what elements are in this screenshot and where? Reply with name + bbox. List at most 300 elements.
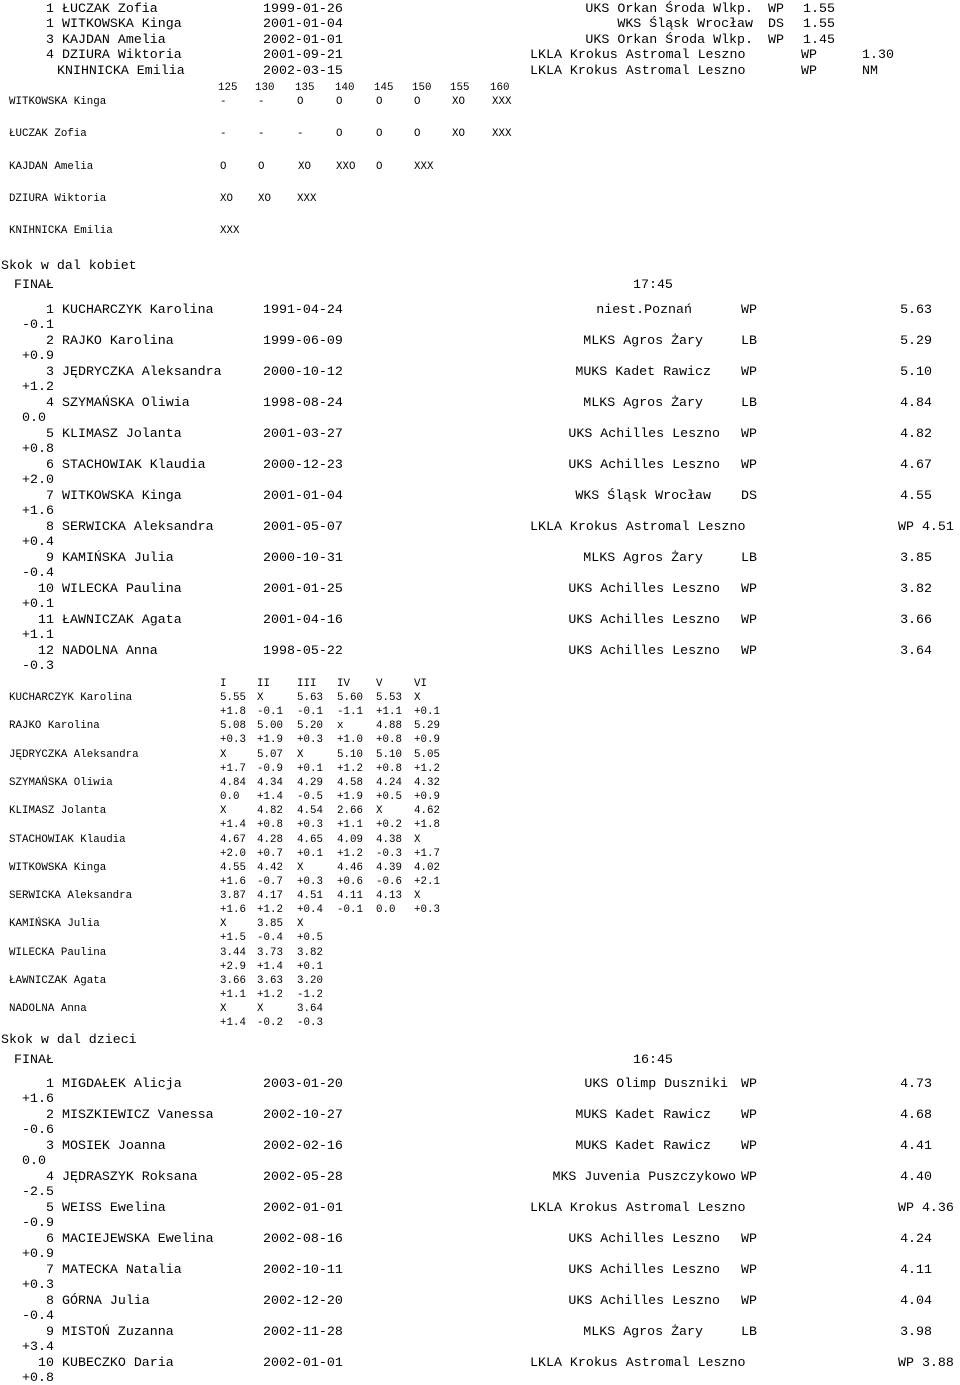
- birth-date: 1998-05-22: [263, 643, 343, 658]
- region-code: WP: [741, 302, 757, 317]
- jump-value: 4.51: [297, 890, 323, 903]
- jump-value: X: [297, 918, 304, 931]
- wind-value: +1.7: [414, 847, 440, 860]
- jump-value: 5.07: [257, 748, 283, 761]
- jump-value: 4.58: [337, 776, 363, 789]
- wind-value: +1.0: [337, 734, 363, 747]
- birth-date: 1999-01-26: [263, 1, 343, 16]
- wind-value: +0.4: [22, 534, 54, 549]
- region-code: WP: [801, 47, 817, 62]
- athlete-name: KAMIŃSKA Julia: [9, 918, 100, 931]
- wind-value: +0.9: [414, 790, 440, 803]
- birth-date: 2003-01-20: [263, 1076, 343, 1091]
- wind-value: +1.7: [220, 762, 246, 775]
- height-header: 155: [450, 82, 470, 94]
- attempt-result: XXX: [492, 96, 512, 108]
- jump-value: 4.17: [257, 890, 283, 903]
- result-mark: 4.11: [900, 1262, 932, 1277]
- attempt-result: O: [376, 128, 383, 140]
- club-name: MLKS Agros Żary: [583, 395, 703, 410]
- wind-value: +1.4: [257, 790, 283, 803]
- athlete-name: KAMIŃSKA Julia: [62, 550, 174, 565]
- wind-value: +0.3: [297, 734, 323, 747]
- birth-date: 2002-03-15: [263, 63, 343, 78]
- event-title: Skok w dal dzieci: [1, 1032, 137, 1047]
- attempt-result: -: [297, 128, 304, 140]
- wind-value: +2.9: [220, 960, 246, 973]
- series-header: III: [297, 678, 317, 690]
- wind-value: -0.9: [257, 762, 283, 775]
- birth-date: 2002-12-20: [263, 1293, 343, 1308]
- region-code: LB: [741, 333, 757, 348]
- wind-value: +2.0: [22, 472, 54, 487]
- region-code: WP: [741, 426, 757, 441]
- jump-value: 4.34: [257, 776, 283, 789]
- wind-value: +0.9: [22, 348, 54, 363]
- wind-value: +0.5: [376, 790, 402, 803]
- result-mark: 5.29: [900, 333, 932, 348]
- wind-value: +1.4: [220, 1017, 246, 1030]
- wind-value: +1.9: [257, 734, 283, 747]
- jump-value: X: [297, 861, 304, 874]
- club-name: MKS Juvenia Puszczykowo: [552, 1169, 736, 1184]
- wind-value: +0.8: [22, 1370, 54, 1385]
- wind-value: +2.0: [220, 847, 246, 860]
- series-header: V: [376, 678, 383, 690]
- jump-value: X: [257, 1003, 264, 1016]
- athlete-name: ŁAWNICZAK Agata: [9, 975, 107, 987]
- wind-value: -0.4: [22, 565, 54, 580]
- wind-value: +0.7: [257, 847, 283, 860]
- jump-value: X: [414, 692, 421, 704]
- attempt-result: XXX: [297, 193, 317, 205]
- club-name: LKLA Krokus Astromal Leszno: [530, 1200, 746, 1215]
- wind-value: -0.9: [22, 1215, 54, 1230]
- wind-value: +0.8: [376, 734, 402, 747]
- series-header: VI: [414, 678, 427, 690]
- wind-value: +1.1: [337, 819, 363, 832]
- result-mark: 3.82: [900, 581, 932, 596]
- attempt-result: O: [414, 128, 421, 140]
- place-number: 10: [38, 1355, 54, 1370]
- athlete-name: SERWICKA Aleksandra: [9, 890, 133, 903]
- wind-value: +1.1: [376, 706, 402, 718]
- result-mark: 4.40: [900, 1169, 932, 1184]
- region-code: WP: [741, 1076, 757, 1091]
- jump-value: X: [414, 833, 421, 846]
- region-code: WP: [741, 1293, 757, 1308]
- club-name: MLKS Agros Żary: [583, 550, 703, 565]
- wind-value: +1.5: [220, 932, 246, 945]
- region-code: WP: [768, 32, 784, 47]
- wind-value: +0.3: [220, 734, 246, 747]
- height-header: 145: [374, 82, 394, 94]
- region-code: WP: [741, 1231, 757, 1246]
- wind-value: +0.1: [297, 960, 323, 973]
- athlete-name: MIGDAŁEK Alicja: [62, 1076, 182, 1091]
- birth-date: 2000-12-23: [263, 457, 343, 472]
- jump-value: 3.85: [257, 918, 283, 931]
- athlete-name: WEISS Ewelina: [62, 1200, 166, 1215]
- region-code: DS: [741, 488, 757, 503]
- jump-value: 4.28: [257, 833, 283, 846]
- result-mark: 5.63: [900, 302, 932, 317]
- place-number: 4: [46, 47, 54, 62]
- jump-value: 4.39: [376, 861, 402, 874]
- start-time: 17:45: [633, 277, 673, 292]
- result-mark: 4.68: [900, 1107, 932, 1122]
- place-number: 9: [46, 550, 54, 565]
- region-code: LB: [741, 550, 757, 565]
- athlete-name: MISZKIEWICZ Vanessa: [62, 1107, 214, 1122]
- result-mark: 4.41: [900, 1138, 932, 1153]
- attempt-result: O: [414, 96, 421, 108]
- jump-value: 4.09: [337, 833, 363, 846]
- athlete-name: DZIURA Wiktoria: [62, 47, 182, 62]
- attempt-result: O: [258, 161, 265, 173]
- birth-date: 1999-06-09: [263, 333, 343, 348]
- jump-value: 5.05: [414, 748, 440, 761]
- result-mark: WP 3.88: [898, 1355, 954, 1370]
- stage-label: FINAŁ: [14, 277, 54, 292]
- jump-value: 5.55: [220, 692, 246, 704]
- region-code: LB: [741, 395, 757, 410]
- region-code: WP: [741, 612, 757, 627]
- jump-value: 3.63: [257, 975, 283, 987]
- result-mark: 1.55: [803, 1, 835, 16]
- birth-date: 2002-10-27: [263, 1107, 343, 1122]
- jump-value: 4.67: [220, 833, 246, 846]
- jump-value: 4.13: [376, 890, 402, 903]
- athlete-name: JĘDRASZYK Roksana: [62, 1169, 198, 1184]
- athlete-name: MOSIEK Joanna: [62, 1138, 166, 1153]
- attempt-result: O: [376, 96, 383, 108]
- jump-value: 3.73: [257, 946, 283, 959]
- region-code: WP: [768, 1, 784, 16]
- jump-value: 3.66: [220, 975, 246, 987]
- height-header: 160: [490, 82, 510, 94]
- wind-value: +1.2: [337, 847, 363, 860]
- wind-value: +0.3: [414, 904, 440, 917]
- place-number: 1: [46, 302, 54, 317]
- jump-value: 5.53: [376, 692, 402, 704]
- height-header: 125: [218, 82, 238, 94]
- athlete-name: SZYMAŃSKA Oliwia: [9, 776, 113, 789]
- attempt-result: XXX: [220, 225, 240, 237]
- jump-value: 4.11: [337, 890, 363, 903]
- athlete-name: DZIURA Wiktoria: [9, 193, 107, 205]
- wind-value: +0.6: [337, 875, 363, 888]
- jump-value: 4.65: [297, 833, 323, 846]
- place-number: 1: [46, 1076, 54, 1091]
- wind-value: +0.8: [376, 762, 402, 775]
- result-mark: 4.04: [900, 1293, 932, 1308]
- region-code: WP: [741, 1138, 757, 1153]
- club-name: WKS Śląsk Wrocław: [575, 488, 711, 503]
- stage-label: FINAŁ: [14, 1052, 54, 1067]
- result-mark: 4.55: [900, 488, 932, 503]
- birth-date: 2000-10-31: [263, 550, 343, 565]
- club-name: UKS Olimp Duszniki: [584, 1076, 728, 1091]
- athlete-name: MATECKA Natalia: [62, 1262, 182, 1277]
- athlete-name: STACHOWIAK Klaudia: [62, 457, 206, 472]
- place-number: 10: [38, 581, 54, 596]
- athlete-name: ŁUCZAK Zofia: [9, 128, 87, 140]
- club-name: MUKS Kadet Rawicz: [575, 364, 711, 379]
- region-code: LB: [741, 1324, 757, 1339]
- wind-value: +0.9: [22, 1246, 54, 1261]
- jump-value: x: [337, 720, 344, 733]
- wind-value: +1.2: [414, 762, 440, 775]
- attempt-result: XXX: [492, 128, 512, 140]
- athlete-name: KNIHNICKA Emilia: [9, 225, 113, 237]
- birth-date: 2001-01-04: [263, 488, 343, 503]
- jump-value: 5.08: [220, 720, 246, 733]
- jump-value: 5.60: [337, 692, 363, 704]
- attempt-result: -: [220, 128, 227, 140]
- attempt-result: XO: [298, 161, 311, 173]
- wind-value: -0.3: [376, 847, 402, 860]
- result-mark: 1.30: [862, 47, 894, 62]
- jump-value: 3.64: [297, 1003, 323, 1016]
- wind-value: +0.4: [297, 904, 323, 917]
- event-title: Skok w dal kobiet: [1, 258, 137, 273]
- club-name: WKS Śląsk Wrocław: [617, 16, 753, 31]
- wind-value: -0.1: [337, 904, 363, 917]
- wind-value: +1.2: [257, 904, 283, 917]
- result-mark: 4.82: [900, 426, 932, 441]
- athlete-name: MACIEJEWSKA Ewelina: [62, 1231, 214, 1246]
- club-name: niest.Poznań: [596, 302, 692, 317]
- wind-value: 0.0: [22, 410, 46, 425]
- wind-value: -0.6: [376, 875, 402, 888]
- wind-value: -0.2: [257, 1017, 283, 1030]
- wind-value: -0.3: [297, 1017, 323, 1030]
- start-time: 16:45: [633, 1052, 673, 1067]
- athlete-name: NADOLNA Anna: [62, 643, 158, 658]
- athlete-name: KLIMASZ Jolanta: [9, 805, 107, 818]
- wind-value: +0.8: [22, 441, 54, 456]
- jump-value: X: [376, 805, 383, 818]
- place-number: 3: [46, 364, 54, 379]
- place-number: 5: [46, 426, 54, 441]
- place-number: 3: [46, 1138, 54, 1153]
- athlete-name: NADOLNA Anna: [9, 1003, 87, 1016]
- wind-value: +0.8: [257, 819, 283, 832]
- wind-value: 0.0: [376, 904, 396, 917]
- wind-value: -0.4: [257, 932, 283, 945]
- athlete-name: JĘDRYCZKA Aleksandra: [9, 748, 139, 761]
- birth-date: 2002-08-16: [263, 1231, 343, 1246]
- series-header: II: [257, 678, 270, 690]
- wind-value: +1.2: [22, 379, 54, 394]
- wind-value: +0.5: [297, 932, 323, 945]
- attempt-result: XXO: [336, 161, 356, 173]
- jump-value: 3.20: [297, 975, 323, 987]
- place-number: 2: [46, 1107, 54, 1122]
- athlete-name: ŁAWNICZAK Agata: [62, 612, 182, 627]
- athlete-name: WITKOWSKA Kinga: [62, 16, 182, 31]
- place-number: 8: [46, 519, 54, 534]
- result-mark: 4.84: [900, 395, 932, 410]
- jump-value: 4.32: [414, 776, 440, 789]
- birth-date: 2002-11-28: [263, 1324, 343, 1339]
- athlete-name: KUCHARCZYK Karolina: [9, 692, 133, 704]
- attempt-result: -: [258, 96, 265, 108]
- club-name: UKS Orkan Środa Wlkp.: [585, 32, 753, 47]
- region-code: DS: [768, 16, 784, 31]
- club-name: UKS Achilles Leszno: [568, 426, 720, 441]
- result-mark: 3.64: [900, 643, 932, 658]
- jump-value: 4.02: [414, 861, 440, 874]
- birth-date: 2001-09-21: [263, 47, 343, 62]
- jump-value: 5.10: [376, 748, 402, 761]
- place-number: 4: [46, 1169, 54, 1184]
- wind-value: +0.3: [297, 819, 323, 832]
- place-number: 1: [46, 1, 54, 16]
- athlete-name: MISTOŃ Zuzanna: [62, 1324, 174, 1339]
- birth-date: 2001-01-25: [263, 581, 343, 596]
- birth-date: 1998-08-24: [263, 395, 343, 410]
- club-name: MUKS Kadet Rawicz: [575, 1107, 711, 1122]
- athlete-name: KUBECZKO Daria: [62, 1355, 174, 1370]
- attempt-result: XO: [452, 128, 465, 140]
- athlete-name: WITKOWSKA Kinga: [62, 488, 182, 503]
- athlete-name: RAJKO Karolina: [62, 333, 174, 348]
- club-name: MLKS Agros Żary: [583, 333, 703, 348]
- attempt-result: O: [376, 161, 383, 173]
- wind-value: +0.1: [22, 596, 54, 611]
- height-header: 150: [412, 82, 432, 94]
- birth-date: 2002-02-16: [263, 1138, 343, 1153]
- place-number: 6: [46, 457, 54, 472]
- region-code: WP: [741, 457, 757, 472]
- jump-value: X: [220, 1003, 227, 1016]
- place-number: 12: [38, 643, 54, 658]
- region-code: WP: [741, 1107, 757, 1122]
- athlete-name: KNIHNICKA Emilia: [57, 63, 185, 78]
- jump-value: 4.88: [376, 720, 402, 733]
- club-name: MLKS Agros Żary: [583, 1324, 703, 1339]
- jump-value: X: [220, 805, 227, 818]
- jump-value: 4.38: [376, 833, 402, 846]
- region-code: WP: [741, 643, 757, 658]
- jump-value: 4.55: [220, 861, 246, 874]
- jump-value: 5.00: [257, 720, 283, 733]
- wind-value: 0.0: [22, 1153, 46, 1168]
- wind-value: -2.5: [22, 1184, 54, 1199]
- jump-value: 5.63: [297, 692, 323, 704]
- wind-value: +1.1: [220, 989, 246, 1001]
- wind-value: +0.1: [297, 847, 323, 860]
- region-code: WP: [741, 1262, 757, 1277]
- jump-value: 4.84: [220, 776, 246, 789]
- wind-value: -0.5: [297, 790, 323, 803]
- club-name: LKLA Krokus Astromal Leszno: [530, 47, 746, 62]
- birth-date: 2002-05-28: [263, 1169, 343, 1184]
- birth-date: 2001-01-04: [263, 16, 343, 31]
- wind-value: -1.1: [337, 706, 363, 718]
- wind-value: -1.2: [297, 989, 323, 1001]
- athlete-name: KAJDAN Amelia: [9, 161, 94, 173]
- jump-value: X: [414, 890, 421, 903]
- birth-date: 2001-05-07: [263, 519, 343, 534]
- wind-value: +0.1: [297, 762, 323, 775]
- wind-value: -0.3: [22, 658, 54, 673]
- result-mark: 1.55: [803, 16, 835, 31]
- result-mark: 4.24: [900, 1231, 932, 1246]
- wind-value: +0.9: [414, 734, 440, 747]
- wind-value: +0.3: [22, 1277, 54, 1292]
- attempt-result: O: [297, 96, 304, 108]
- club-name: LKLA Krokus Astromal Leszno: [530, 1355, 746, 1370]
- jump-value: 3.87: [220, 890, 246, 903]
- region-code: WP: [741, 1169, 757, 1184]
- club-name: UKS Achilles Leszno: [568, 1262, 720, 1277]
- club-name: MUKS Kadet Rawicz: [575, 1138, 711, 1153]
- result-mark: 3.98: [900, 1324, 932, 1339]
- wind-value: -0.1: [297, 706, 323, 718]
- attempt-result: -: [220, 96, 227, 108]
- wind-value: +1.4: [257, 960, 283, 973]
- athlete-name: ŁUCZAK Zofia: [62, 1, 158, 16]
- club-name: LKLA Krokus Astromal Leszno: [530, 519, 746, 534]
- wind-value: +1.8: [220, 706, 246, 718]
- club-name: LKLA Krokus Astromal Leszno: [530, 63, 746, 78]
- wind-value: +2.1: [414, 875, 440, 888]
- athlete-name: SZYMAŃSKA Oliwia: [62, 395, 190, 410]
- place-number: 6: [46, 1231, 54, 1246]
- jump-value: X: [297, 748, 304, 761]
- athlete-name: JĘDRYCZKA Aleksandra: [62, 364, 222, 379]
- jump-value: 4.46: [337, 861, 363, 874]
- jump-value: 4.82: [257, 805, 283, 818]
- jump-value: 2.66: [337, 805, 363, 818]
- attempt-result: XO: [220, 193, 233, 205]
- athlete-name: KAJDAN Amelia: [62, 32, 166, 47]
- attempt-result: -: [258, 128, 265, 140]
- result-mark: 4.73: [900, 1076, 932, 1091]
- jump-value: X: [220, 918, 227, 931]
- jump-value: 4.42: [257, 861, 283, 874]
- attempt-result: O: [220, 161, 227, 173]
- club-name: UKS Achilles Leszno: [568, 643, 720, 658]
- result-mark: WP 4.36: [898, 1200, 954, 1215]
- series-header: IV: [337, 678, 350, 690]
- height-header: 140: [335, 82, 355, 94]
- result-mark: 4.67: [900, 457, 932, 472]
- result-mark: NM: [862, 63, 878, 78]
- club-name: UKS Achilles Leszno: [568, 457, 720, 472]
- birth-date: 2002-01-01: [263, 1200, 343, 1215]
- place-number: 7: [46, 1262, 54, 1277]
- wind-value: +0.2: [376, 819, 402, 832]
- height-header: 135: [295, 82, 315, 94]
- wind-value: +1.6: [220, 875, 246, 888]
- place-number: 7: [46, 488, 54, 503]
- place-number: 8: [46, 1293, 54, 1308]
- athlete-name: RAJKO Karolina: [9, 720, 100, 733]
- jump-value: 3.82: [297, 946, 323, 959]
- region-code: WP: [741, 364, 757, 379]
- wind-value: -0.1: [22, 317, 54, 332]
- wind-value: +1.6: [220, 904, 246, 917]
- place-number: 11: [38, 612, 54, 627]
- athlete-name: WITKOWSKA Kinga: [9, 96, 107, 108]
- birth-date: 1991-04-24: [263, 302, 343, 317]
- result-mark: 3.85: [900, 550, 932, 565]
- result-mark: 5.10: [900, 364, 932, 379]
